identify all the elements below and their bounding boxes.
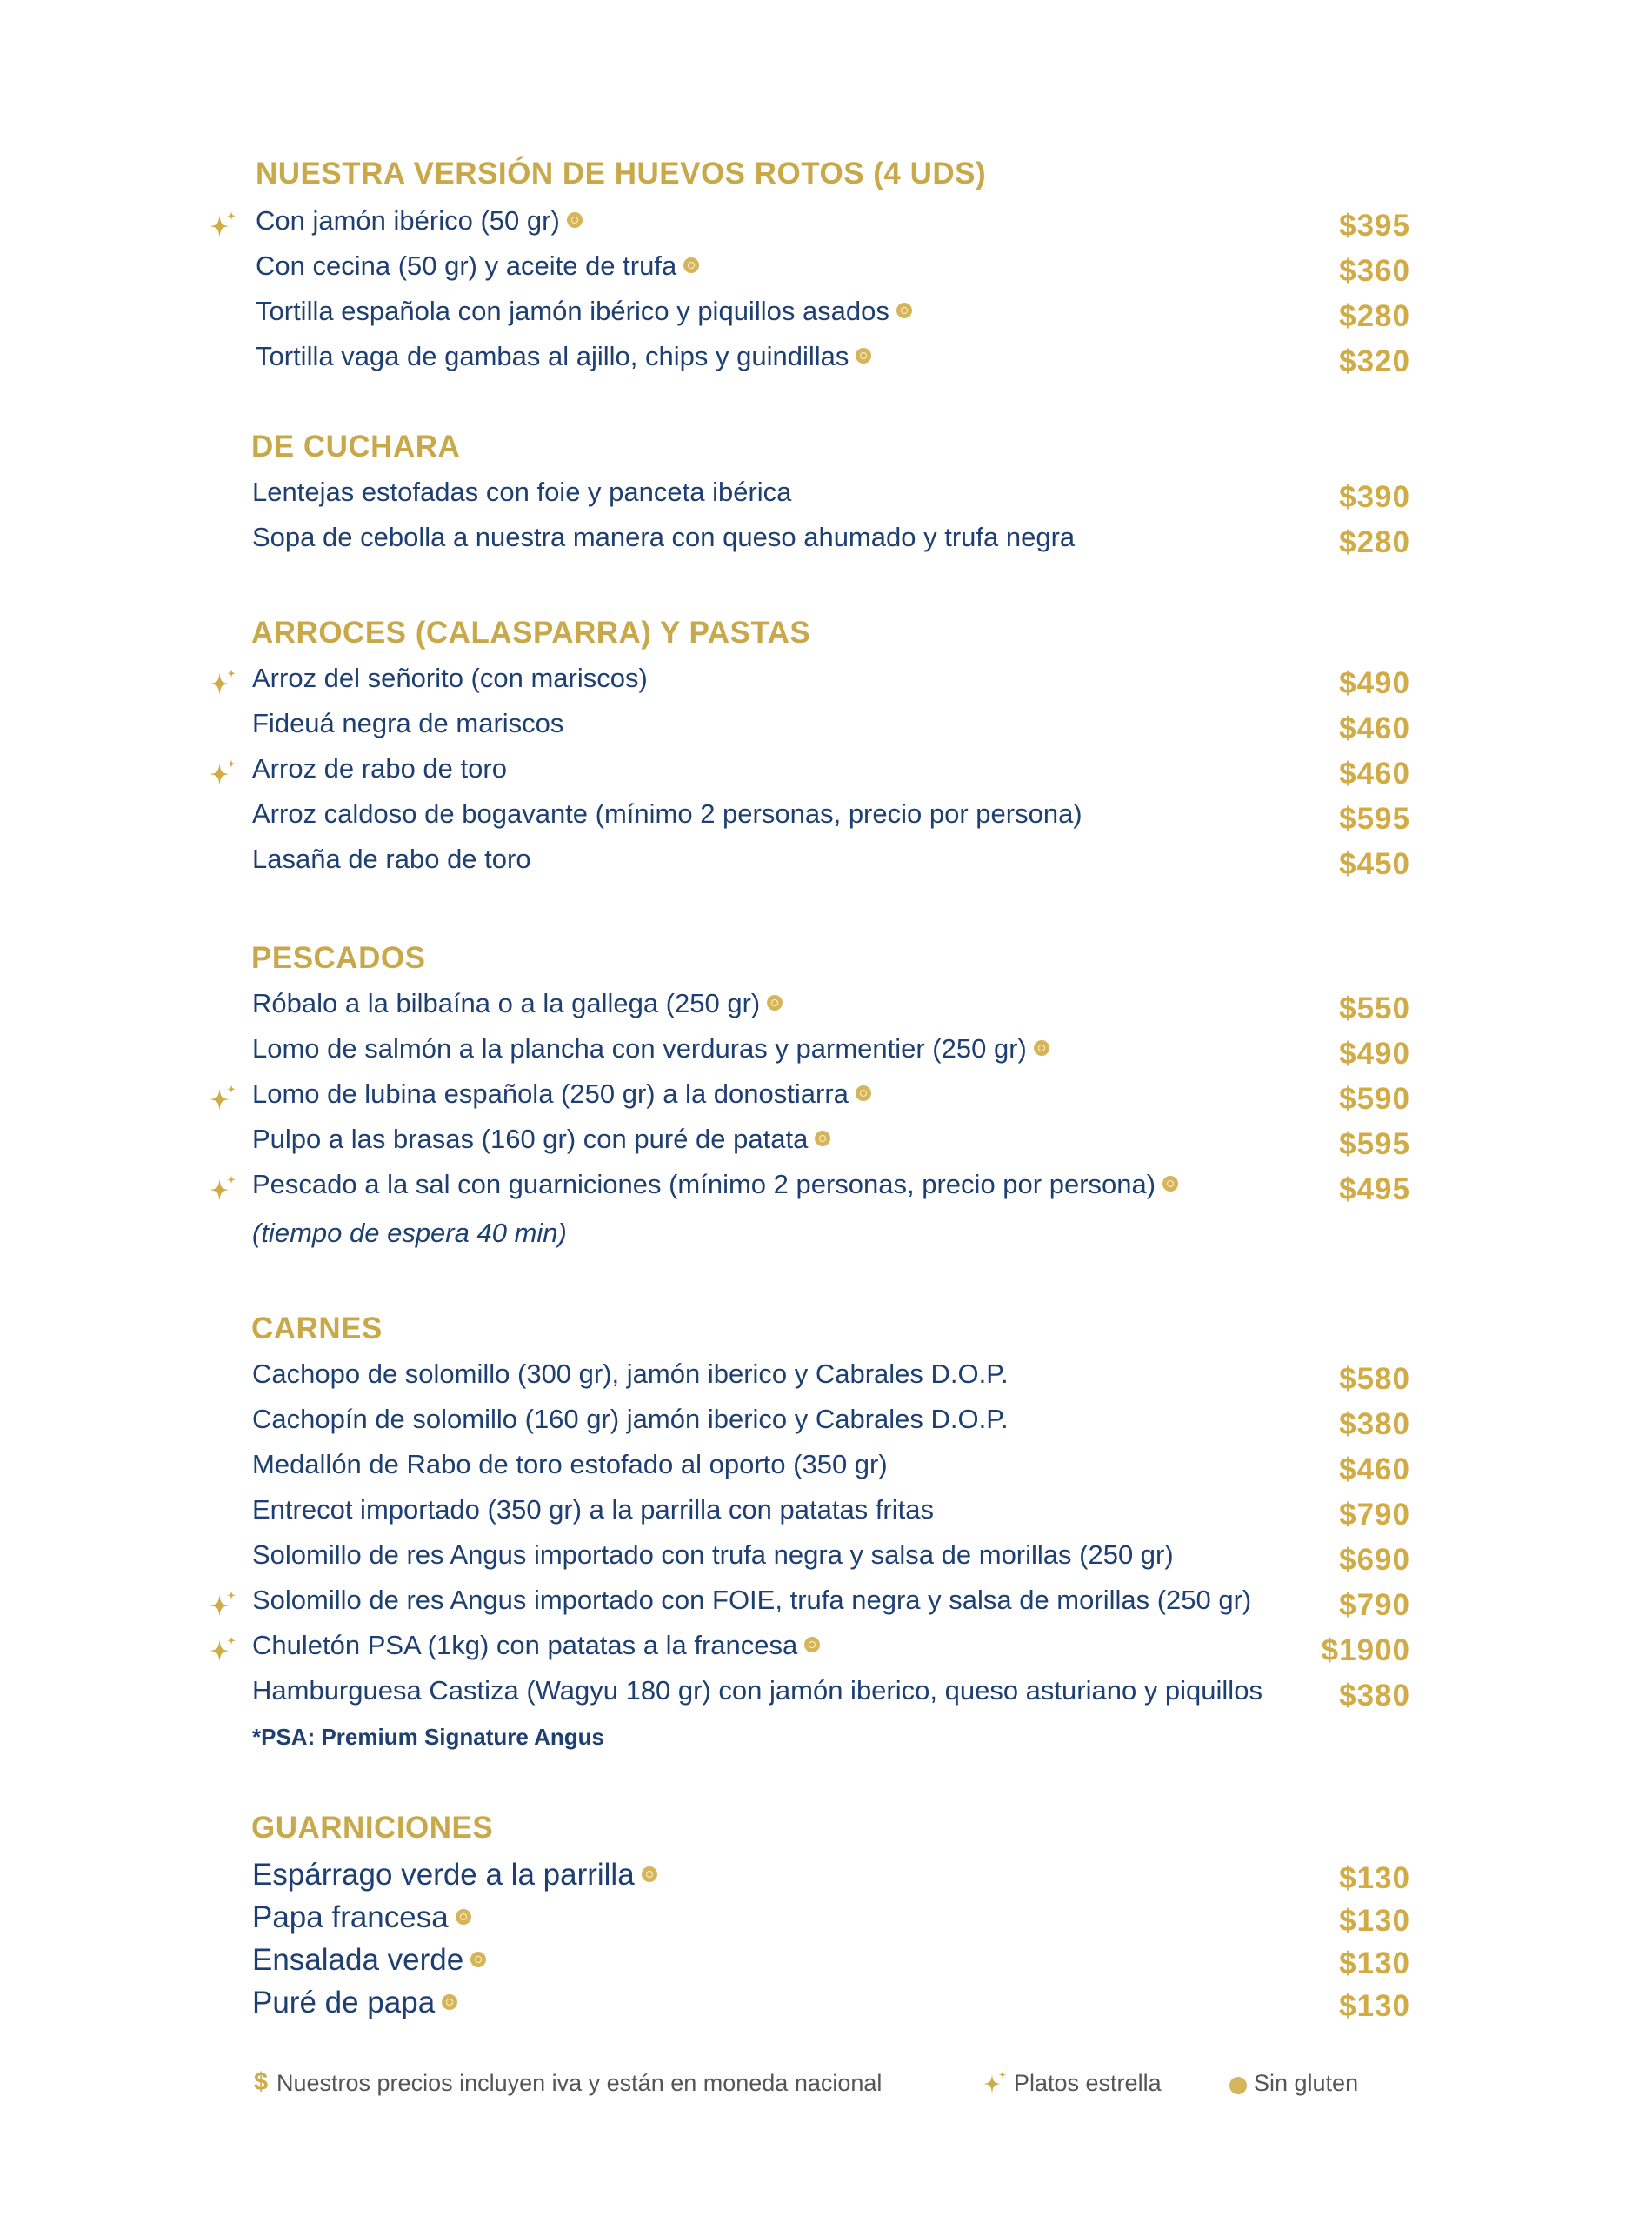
menu-item-price: $280	[1339, 525, 1410, 559]
gluten-free-icon	[1034, 1040, 1049, 1056]
menu-item-name: Con jamón ibérico (50 gr)	[256, 205, 560, 236]
menu-item-name: Espárrago verde a la parrilla	[252, 1858, 635, 1892]
gluten-free-icon	[815, 1131, 830, 1146]
menu-item	[0, 1630, 1652, 1675]
menu-item-name: Róbalo a la bilbaína o a la gallega (250 gr)	[252, 988, 761, 1018]
section-title: GUARNICIONES	[251, 1811, 494, 1845]
star-icon	[209, 758, 238, 788]
gluten-free-icon	[642, 1866, 657, 1882]
menu-item-price: $1900	[1321, 1633, 1410, 1667]
menu-item-price: $580	[1339, 1362, 1410, 1396]
menu-item	[0, 1900, 1652, 1946]
gluten-free-icon	[442, 1994, 457, 2010]
menu-item	[0, 250, 1652, 296]
menu-item-price: $360	[1339, 254, 1410, 288]
menu-item-price: $130	[1339, 1946, 1410, 1980]
menu-item-name: Tortilla española con jamón ibérico y piquillos asados	[256, 296, 889, 326]
gluten-free-icon	[896, 303, 912, 318]
menu-item-price: $460	[1339, 711, 1410, 745]
gluten-free-icon	[1162, 1176, 1178, 1192]
menu-item-name: Cachopo de solomillo (300 gr), jamón iberico y Cabrales D.O.P.	[252, 1358, 1009, 1389]
menu-item	[0, 1449, 1652, 1494]
menu-item-name: Papa francesa	[252, 1900, 449, 1934]
gluten-free-icon	[470, 1952, 486, 1967]
menu-item	[0, 296, 1652, 341]
menu-item-name: Entrecot importado (350 gr) a la parrilla con patatas fritas	[252, 1494, 934, 1525]
section-title: CARNES	[251, 1312, 383, 1345]
menu-item	[0, 477, 1652, 522]
menu-item-price: $380	[1339, 1679, 1410, 1712]
menu-item	[0, 708, 1652, 753]
menu-item-name: Chuletón PSA (1kg) con patatas a la francesa	[252, 1630, 798, 1660]
menu-item	[0, 522, 1652, 567]
gluten-free-icon	[804, 1637, 820, 1652]
menu-item-name: Solomillo de res Angus importado con trufa negra y salsa de morillas (250 gr)	[252, 1539, 1174, 1570]
menu-item-price: $790	[1339, 1588, 1410, 1622]
menu-item	[0, 753, 1652, 798]
menu-item-name: Lomo de lubina española (250 gr) a la donostiarra	[252, 1078, 849, 1109]
menu-item-price: $490	[1339, 1037, 1410, 1071]
menu-item-price: $280	[1339, 299, 1410, 333]
section-title: ARROCES (CALASPARRA) Y PASTAS	[251, 616, 811, 650]
star-icon	[209, 1590, 238, 1619]
star-icon	[209, 1635, 238, 1665]
menu-item-name: Lasaña de rabo de toro	[252, 844, 531, 874]
legend	[0, 2070, 1652, 2105]
legend-star-label: Platos estrella	[1014, 2070, 1162, 2096]
menu-item-name: Fideuá negra de mariscos	[252, 708, 564, 738]
menu-item-price: $450	[1339, 847, 1410, 881]
star-icon	[983, 2070, 1009, 2096]
menu-item-price: $460	[1339, 1452, 1410, 1486]
menu-item-name: Cachopín de solomillo (160 gr) jamón iberico y Cabrales D.O.P.	[252, 1404, 1009, 1434]
menu-item-name: Hamburguesa Castiza (Wagyu 180 gr) con jamón iberico, queso asturiano y piquillos	[252, 1675, 1262, 1706]
menu-item	[0, 1986, 1652, 2031]
menu-item	[0, 1078, 1652, 1124]
menu-item-name: Ensalada verde	[252, 1943, 464, 1977]
menu-item-price: $790	[1339, 1498, 1410, 1532]
gluten-free-icon	[856, 1085, 871, 1101]
menu-item-name: Solomillo de res Angus importado con FOIE, trufa negra y salsa de morillas (250 gr)	[252, 1585, 1252, 1615]
gluten-free-icon	[767, 995, 783, 1011]
menu-item	[0, 1539, 1652, 1585]
star-icon	[209, 1084, 238, 1113]
menu-item-price: $595	[1339, 802, 1410, 836]
menu-item-name: Pescado a la sal con guarniciones (mínimo 2 personas, precio por persona)	[252, 1169, 1156, 1199]
menu-item-price: $390	[1339, 480, 1410, 514]
menu-item	[0, 663, 1652, 708]
menu-item-price: $460	[1339, 757, 1410, 791]
menu-item-price: $490	[1339, 666, 1410, 700]
section-footnote: *PSA: Premium Signature Angus	[252, 1724, 604, 1750]
section-title: NUESTRA VERSIÓN DE HUEVOS ROTOS (4 UDS)	[256, 157, 987, 190]
menu-item-price: $395	[1339, 209, 1410, 243]
menu-item-price: $550	[1339, 991, 1410, 1025]
menu-item	[0, 1033, 1652, 1078]
menu-item-name: Lomo de salmón a la plancha con verduras y parmentier (250 gr)	[252, 1033, 1027, 1064]
menu-item-price: $130	[1339, 1904, 1410, 1938]
gluten-free-icon	[1229, 2077, 1247, 2094]
menu-item	[0, 205, 1652, 250]
menu-item	[0, 1585, 1652, 1630]
menu-item	[0, 844, 1652, 889]
gluten-free-icon	[683, 257, 699, 273]
menu-item	[0, 1858, 1652, 1903]
section-note: (tiempo de espera 40 min)	[252, 1218, 567, 1248]
menu-item	[0, 1494, 1652, 1539]
menu-item-name: Sopa de cebolla a nuestra manera con queso ahumado y trufa negra	[252, 522, 1076, 552]
menu-item-name: Puré de papa	[252, 1986, 436, 2019]
menu-item-price: $595	[1339, 1127, 1410, 1161]
star-icon	[209, 1174, 238, 1204]
menu-item	[0, 988, 1652, 1033]
section-title: PESCADOS	[251, 941, 426, 975]
gluten-free-icon	[567, 212, 583, 228]
menu-item	[0, 798, 1652, 844]
menu-item-name: Arroz del señorito (con mariscos)	[252, 663, 648, 693]
menu-item	[0, 1358, 1652, 1404]
menu-item	[0, 1943, 1652, 1988]
menu-item-price: $380	[1339, 1407, 1410, 1441]
menu-item-name: Con cecina (50 gr) y aceite de trufa	[256, 250, 677, 281]
star-icon	[209, 210, 238, 240]
menu-item	[0, 341, 1652, 386]
menu-item-price: $495	[1339, 1172, 1410, 1206]
menu-item-name: Arroz de rabo de toro	[252, 753, 507, 784]
menu-item-name: Pulpo a las brasas (160 gr) con puré de patata	[252, 1124, 809, 1154]
menu-item-name: Medallón de Rabo de toro estofado al oporto (350 gr)	[252, 1449, 888, 1479]
legend-gluten-free-label: Sin gluten	[1254, 2070, 1359, 2096]
menu-item	[0, 1169, 1652, 1214]
legend-prices-note: Nuestros precios incluyen iva y están en moneda nacional	[276, 2070, 883, 2096]
currency-icon: $	[254, 2068, 269, 2096]
menu-item	[0, 1675, 1652, 1720]
section-title: DE CUCHARA	[251, 430, 461, 464]
menu-item	[0, 1404, 1652, 1449]
menu-item-name: Arroz caldoso de bogavante (mínimo 2 personas, precio por persona)	[252, 798, 1082, 829]
gluten-free-icon	[856, 348, 871, 364]
menu-item-price: $130	[1339, 1861, 1410, 1895]
menu-item	[0, 1124, 1652, 1169]
gluten-free-icon	[456, 1909, 471, 1925]
menu-item-name: Tortilla vaga de gambas al ajillo, chips y guindillas	[256, 341, 849, 371]
menu-item-price: $590	[1339, 1082, 1410, 1116]
menu-item-price: $320	[1339, 344, 1410, 378]
menu-item-price: $130	[1339, 1989, 1410, 2023]
menu-item-name: Lentejas estofadas con foie y panceta ibérica	[252, 477, 792, 507]
menu-item-price: $690	[1339, 1543, 1410, 1577]
star-icon	[209, 668, 238, 698]
